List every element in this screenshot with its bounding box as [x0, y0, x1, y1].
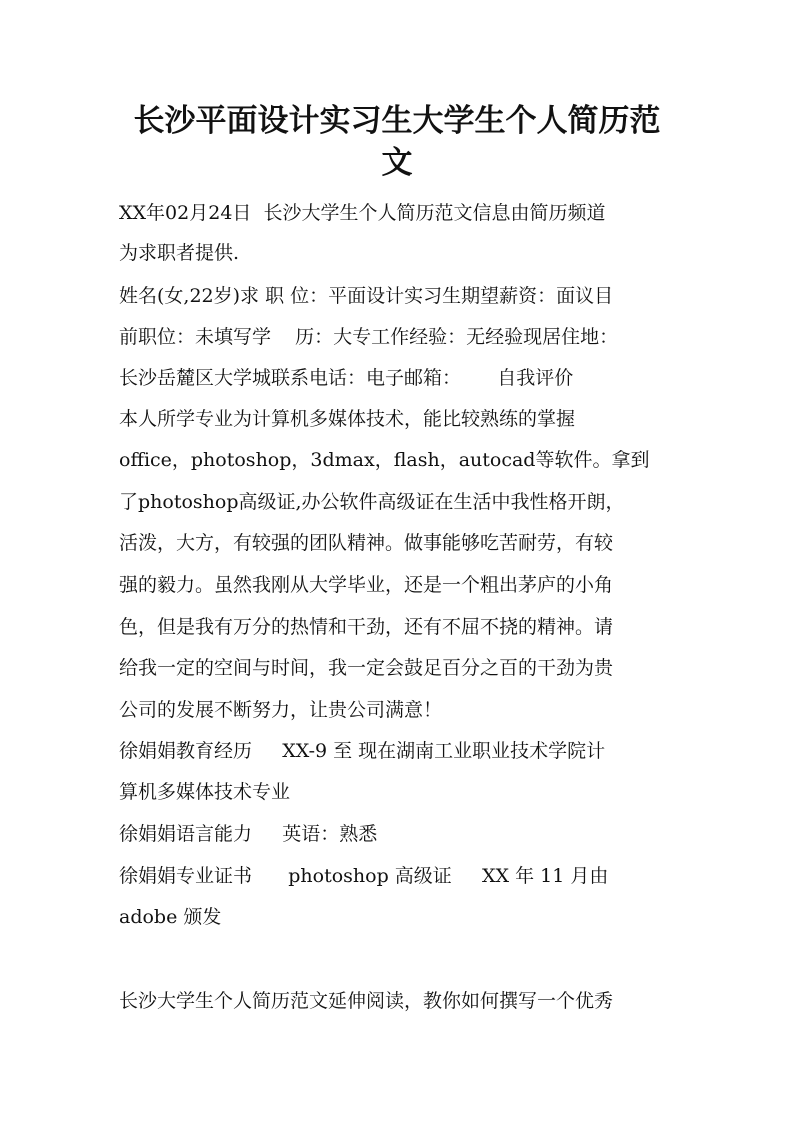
body-line: 给我一定的空间与时间，我一定会鼓足百分之百的干劲为贵 — [119, 657, 614, 679]
body-line: 了photoshop高级证,办公软件高级证在生活中我性格开朗， — [119, 491, 625, 513]
body-line: 为求职者提供. — [119, 242, 240, 264]
body-line: 徐娟娟教育经历 XX-9 至 现在湖南工业职业技术学院计 — [119, 740, 606, 762]
body-line: 长沙岳麓区大学城联系电话：电子邮箱： 自我评价 — [119, 367, 574, 389]
body-line: 前职位：未填写学 历：大专工作经验：无经验现居住地： — [119, 326, 619, 348]
document-title-line-2: 文 — [381, 145, 413, 181]
body-line: 公司的发展不断努力，让贵公司满意！ — [119, 699, 443, 721]
body-line: 强的毅力。虽然我刚从大学毕业，还是一个粗出茅庐的小角 — [119, 574, 614, 596]
body-line: 徐娟娟语言能力 英语：熟悉 — [119, 823, 378, 845]
document-title-line-1: 长沙平面设计实习生大学生个人简历范 — [133, 103, 661, 139]
body-line: XX年02月24日 长沙大学生个人简历范文信息由简历频道 — [119, 202, 606, 224]
body-line: 色，但是我有万分的热情和干劲，还有不屈不挠的精神。请 — [119, 616, 614, 638]
body-line: 本人所学专业为计算机多媒体技术，能比较熟练的掌握 — [119, 408, 576, 430]
body-line: 徐娟娟专业证书 photoshop 高级证 XX 年 11 月由 — [119, 865, 609, 887]
body-line: 长沙大学生个人简历范文延伸阅读，教你如何撰写一个优秀 — [119, 990, 614, 1012]
body-line: adobe 颁发 — [119, 906, 222, 928]
body-line: 姓名(女,22岁)求 职 位：平面设计实习生期望薪资：面议目 — [119, 285, 614, 307]
body-line: 算机多媒体技术专业 — [119, 781, 291, 803]
body-line: 活泼，大方，有较强的团队精神。做事能够吃苦耐劳，有较 — [119, 532, 614, 554]
body-line: office，photoshop，3dmax，flash，autocad等软件。拿到 — [119, 449, 650, 471]
